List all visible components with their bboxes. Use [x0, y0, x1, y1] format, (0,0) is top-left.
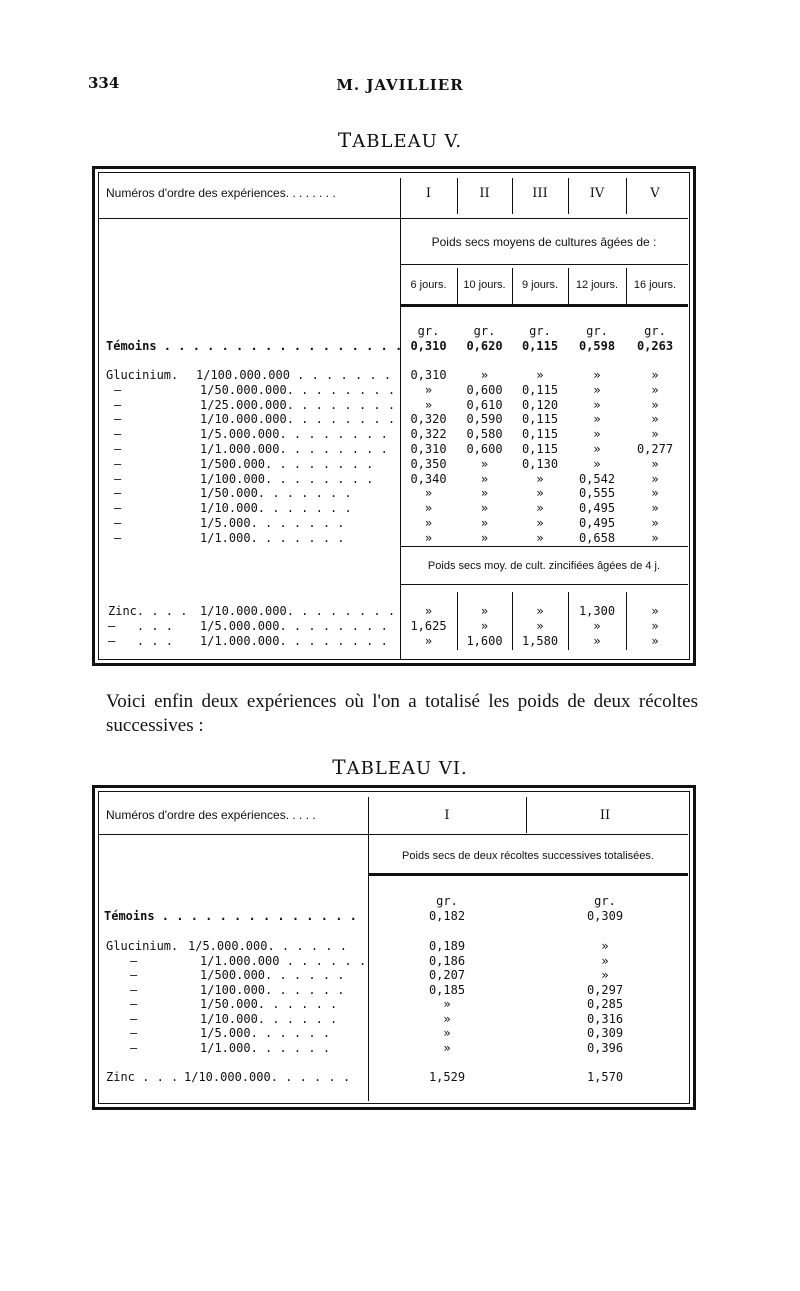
t5-order-label: Numéros d'ordre des expériences. . . . . . . .: [106, 186, 336, 200]
t5-cell: 0,340: [410, 471, 447, 486]
t5-cell: 0,115: [521, 427, 559, 442]
t5-row-prefix: —: [114, 516, 122, 530]
t5-row-dilution: 1/5.000.000. . . . . . . .: [200, 427, 388, 442]
t6-cell: 0,189: [428, 939, 466, 953]
t6-cell: 1,570: [586, 1070, 624, 1084]
t5-cell: »: [480, 486, 489, 501]
running-title: M. JAVILLIER: [336, 76, 464, 94]
t5-zinc-header: Poids secs moy. de cult. zincifiées âgées de 4 j.: [427, 560, 661, 572]
t5-row-prefix: —: [114, 471, 122, 486]
t5-rule: [400, 264, 688, 265]
t5-cell: »: [651, 486, 659, 501]
t5-cell: 0,350: [410, 456, 447, 471]
t6-cell: 0,396: [586, 1040, 624, 1055]
t5-cell: »: [424, 634, 433, 648]
t5-cell: »: [536, 530, 544, 545]
t5-cell: »: [536, 368, 544, 382]
t5-cell: »: [593, 397, 601, 412]
t6-cell: 0,297: [586, 982, 624, 997]
body-paragraph: Voici enfin deux expériences où l'on a totalisé les poids de deux récoltes successives :: [106, 691, 698, 736]
t5-cell: »: [480, 530, 489, 545]
t5-cell: »: [593, 456, 601, 471]
t6-row-dilution: 1/5.000. . . . . .: [200, 1026, 331, 1040]
t6-cell: 1,529: [428, 1070, 466, 1084]
t5-cell: »: [536, 486, 544, 501]
t6-row-dilution: 1/100.000. . . . . .: [200, 982, 345, 997]
t5-cell: »: [593, 382, 601, 397]
t5-row-prefix: —: [114, 397, 122, 412]
t5-cell: 0,555: [578, 486, 616, 501]
t5-row-prefix: —: [114, 501, 122, 516]
t6-rule: [98, 834, 688, 835]
t6-temoins-value: 0,309: [586, 909, 624, 923]
t5-rule: [400, 584, 688, 585]
t5-cell: »: [651, 501, 659, 516]
t6-row-prefix: Zinc . . .: [106, 1070, 179, 1084]
t5-cell: »: [593, 634, 601, 648]
t6-poids-header: Poids secs de deux récoltes successives totalisées.: [402, 850, 654, 862]
t6-row-prefix: —: [130, 968, 138, 982]
t5-cell: »: [480, 604, 489, 618]
t5-cell: 0,120: [521, 397, 559, 412]
t6-cell: »: [443, 1026, 451, 1040]
t5-cell: 0,542: [578, 471, 616, 486]
t5-cell: »: [536, 516, 544, 530]
t5-row-prefix: —: [114, 442, 122, 456]
t5-row-dilution: 1/100.000. . . . . . . .: [200, 471, 374, 486]
t5-rule: [400, 546, 688, 547]
t5-row-prefix: —: [114, 486, 122, 501]
t5-cell: »: [651, 368, 659, 382]
t5-unit: gr.: [586, 324, 608, 338]
t5-unit: gr.: [473, 324, 496, 338]
t6-cell: 0,185: [428, 982, 466, 997]
t6-row-prefix: —: [130, 997, 138, 1011]
t5-cell: »: [651, 397, 659, 412]
t5-cell: »: [424, 486, 433, 501]
t5-col-number: V: [650, 186, 660, 201]
t5-cell: 0,130: [521, 456, 559, 471]
t5-cell: »: [424, 516, 433, 530]
t6-cell: »: [601, 939, 609, 953]
t5-cell: 0,115: [521, 442, 559, 456]
t5-row-prefix: —: [114, 382, 122, 397]
t5-cell: »: [424, 397, 433, 412]
t5-cell: 0,115: [521, 412, 559, 427]
t6-cell: »: [443, 997, 451, 1011]
t6-order-label: Numéros d'ordre des expériences. . . . .: [106, 808, 316, 822]
t5-row-dilution: 1/25.000.000. . . . . . . .: [200, 397, 396, 412]
table6-title: TABLEAU VI.: [332, 755, 468, 779]
t6-cell: 0,285: [586, 997, 624, 1011]
t5-cell: 0,600: [466, 442, 503, 456]
t5-temoins-value: 0,598: [578, 339, 616, 353]
t5-cell: 0,590: [466, 412, 503, 427]
t6-cell: 0,186: [428, 953, 466, 968]
t5-temoins-label: Témoins . . . . . . . . . . . . . . . . .: [106, 339, 403, 353]
t5-row-dilution: 1/100.000.000 . . . . . . .: [196, 368, 392, 382]
t5-col-number: III: [532, 186, 548, 201]
t5-cell: »: [424, 530, 433, 545]
t5-row-dilution: 1/50.000.000. . . . . . . .: [200, 382, 396, 397]
t5-row-prefix: Zinc. . . .: [108, 604, 188, 618]
t5-row-dilution: 1/10.000. . . . . . .: [200, 501, 352, 516]
t5-cell: 0,115: [521, 382, 559, 397]
t5-col-number: II: [479, 186, 490, 201]
t5-cell: »: [651, 471, 659, 486]
page-number: 334: [88, 74, 120, 92]
t5-cell: »: [651, 516, 659, 530]
t5-cell: »: [480, 368, 489, 382]
t5-row-dilution: 1/10.000.000. . . . . . . .: [200, 412, 396, 427]
t5-cell: 0,322: [410, 427, 447, 442]
t5-cell: 1,580: [521, 634, 559, 648]
t5-cell: 0,580: [466, 427, 503, 442]
t6-row-dilution: 1/500.000. . . . . .: [200, 968, 345, 982]
t6-cell: »: [601, 953, 609, 968]
t5-cell: »: [424, 604, 433, 618]
t5-cell: »: [536, 471, 544, 486]
t6-cell: 0,316: [586, 1011, 624, 1026]
t5-age-label: 6 jours.: [410, 279, 447, 291]
t5-cell: »: [651, 634, 659, 648]
t5-cell: »: [593, 412, 601, 427]
t6-row-prefix: —: [130, 1040, 138, 1055]
t5-cell: 1,300: [578, 604, 616, 618]
t5-age-label: 10 jours.: [463, 279, 506, 291]
t5-cell: »: [480, 471, 489, 486]
t6-row-prefix: —: [130, 982, 138, 997]
t5-temoins-value: 0,620: [466, 339, 503, 353]
t6-row-dilution: 1/1.000. . . . . .: [200, 1040, 331, 1055]
t5-col-number: IV: [589, 186, 605, 201]
t5-cell: »: [593, 427, 601, 442]
t6-cell: »: [443, 1011, 451, 1026]
t5-row-prefix: —: [114, 412, 122, 427]
t5-temoins-value: 0,263: [636, 339, 674, 353]
t6-row-dilution: 1/10.000.000. . . . . .: [184, 1070, 351, 1084]
t5-cell: »: [480, 516, 489, 530]
t6-col-number: II: [599, 808, 611, 823]
t5-cell: »: [651, 604, 659, 618]
t5-row-prefix: Glucinium.: [106, 368, 179, 382]
t5-cell: 0,320: [410, 412, 447, 427]
t6-row-dilution: 1/5.000.000. . . . . .: [188, 939, 347, 953]
t5-cell: 0,600: [466, 382, 503, 397]
t5-cell: »: [651, 456, 659, 471]
t5-cell: 1,625: [410, 619, 447, 633]
t6-row-prefix: —: [130, 1026, 138, 1040]
t6-unit: gr.: [436, 894, 458, 908]
t5-cell: 1,600: [466, 634, 503, 648]
t5-cell: »: [651, 427, 659, 442]
t6-rule-thick: [368, 873, 688, 876]
t5-unit: gr.: [417, 324, 440, 338]
table5-title: TABLEAU V.: [337, 128, 463, 152]
t6-cell: »: [443, 1040, 451, 1055]
t6-temoins-label: Témoins . . . . . . . . . . . . . .: [104, 909, 357, 923]
t5-cell: 0,495: [578, 501, 616, 516]
t6-row-dilution: 1/10.000. . . . . .: [200, 1011, 338, 1026]
t5-row-prefix: —: [114, 456, 122, 471]
t5-row-dilution: 1/1.000. . . . . . .: [200, 530, 345, 545]
t5-row-prefix: — . . .: [108, 619, 174, 633]
t6-row-prefix: —: [130, 953, 138, 968]
t5-cell: »: [593, 442, 601, 456]
t5-poids-header: Poids secs moyens de cultures âgées de :: [431, 235, 657, 249]
t5-cell: »: [424, 382, 433, 397]
t6-row-dilution: 1/50.000. . . . . .: [200, 997, 338, 1011]
t5-cell: »: [651, 619, 659, 633]
t5-cell: 0,658: [578, 530, 616, 545]
t5-age-label: 9 jours.: [521, 279, 559, 291]
t5-unit: gr.: [644, 324, 666, 338]
t5-cell: »: [651, 382, 659, 397]
t5-cell: 0,495: [578, 516, 616, 530]
t6-cell: »: [601, 968, 609, 982]
t5-row-dilution: 1/500.000. . . . . . . .: [200, 456, 374, 471]
t5-row-dilution: 1/5.000.000. . . . . . . .: [200, 619, 388, 633]
t5-cell: »: [480, 501, 489, 516]
t5-cell: 0,277: [636, 442, 674, 456]
t5-cell: »: [424, 501, 433, 516]
t5-age-label: 12 jours.: [575, 279, 619, 291]
t5-cell: »: [536, 604, 544, 618]
t5-row-dilution: 1/1.000.000. . . . . . . .: [200, 634, 388, 648]
t6-row-prefix: Glucinium.: [106, 939, 179, 953]
t5-temoins-value: 0,310: [410, 339, 447, 353]
t5-row-prefix: —: [114, 530, 122, 545]
t6-row-dilution: 1/1.000.000 . . . . . .: [200, 953, 367, 968]
t5-cell: »: [480, 619, 489, 633]
t5-cell: »: [651, 412, 659, 427]
t5-row-dilution: 1/10.000.000. . . . . . . .: [200, 604, 396, 618]
t5-cell: 0,610: [466, 397, 503, 412]
t5-col-number: I: [425, 186, 432, 201]
t6-unit: gr.: [594, 894, 616, 908]
t5-row-prefix: — . . .: [108, 634, 174, 648]
t5-row-dilution: 1/50.000. . . . . . .: [200, 486, 352, 501]
t5-row-dilution: 1/1.000.000. . . . . . . .: [200, 442, 388, 456]
t6-row-prefix: —: [130, 1011, 138, 1026]
t5-cell: 0,310: [410, 368, 447, 382]
t5-rule: [98, 218, 688, 219]
t5-temoins-value: 0,115: [521, 339, 559, 353]
t5-cell: 0,310: [410, 442, 447, 456]
t6-temoins-value: 0,182: [428, 909, 466, 923]
t5-rule-thick: [400, 304, 688, 307]
t5-row-prefix: —: [114, 427, 122, 442]
t5-cell: »: [480, 456, 489, 471]
t5-unit: gr.: [529, 324, 551, 338]
t5-cell: »: [593, 368, 601, 382]
t5-cell: »: [536, 501, 544, 516]
t5-cell: »: [651, 530, 659, 545]
t5-cell: »: [536, 619, 544, 633]
t5-cell: »: [593, 619, 601, 633]
t5-row-dilution: 1/5.000. . . . . . .: [200, 516, 345, 530]
t6-cell: 0,207: [428, 968, 466, 982]
t6-col-number: I: [444, 808, 450, 823]
t5-age-label: 16 jours.: [633, 279, 677, 291]
t6-cell: 0,309: [586, 1026, 624, 1040]
